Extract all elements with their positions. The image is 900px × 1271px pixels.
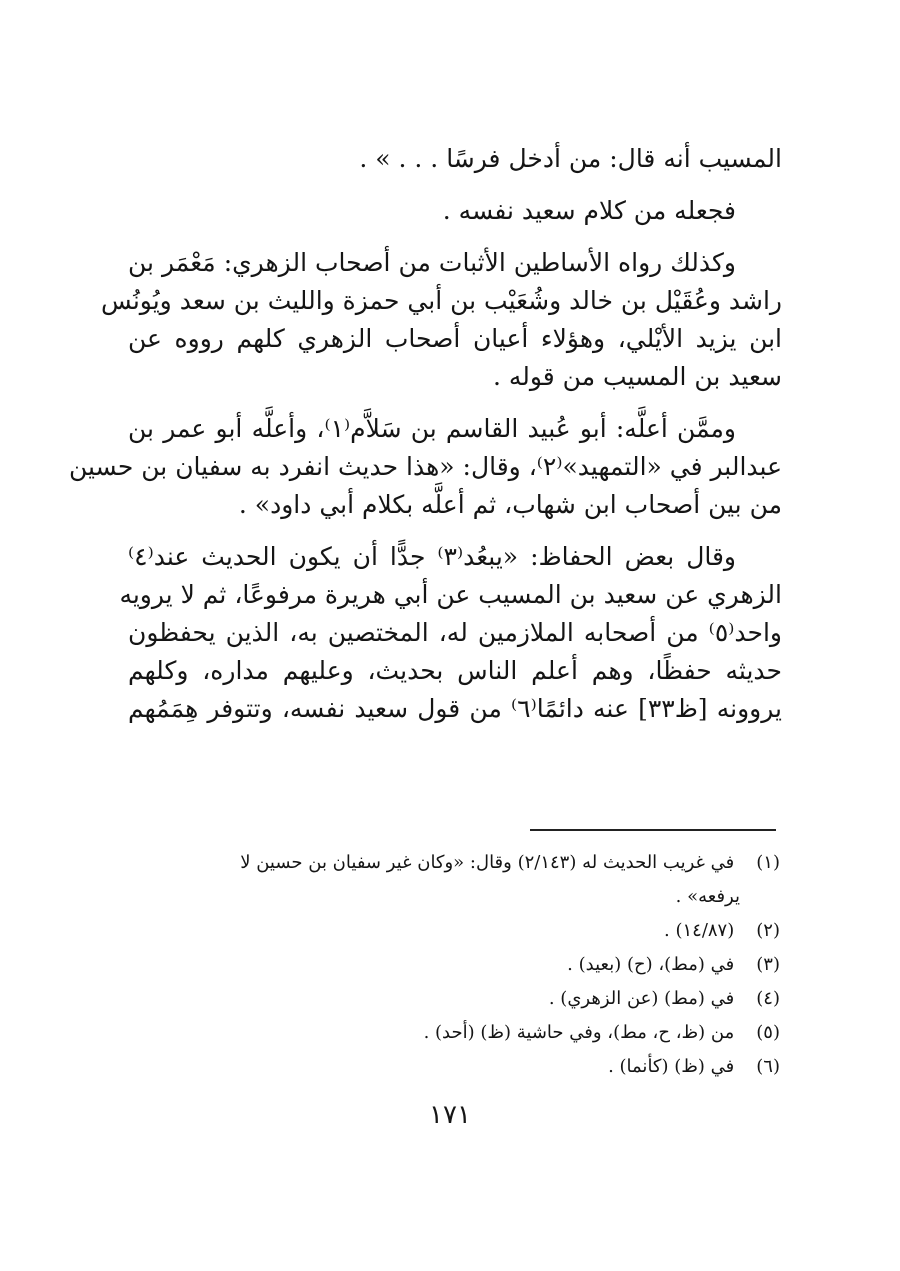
text-line: ابن يزيد الأيْلي، وهؤلاء أعيان أصحاب الزهري كلهم رووه عن — [128, 324, 782, 353]
footnote-number: (٣) — [756, 954, 780, 975]
footnote-text: في (مط)، (ح) (بعيد) . — [567, 954, 735, 975]
footnote-text: في غريب الحديث له (٢/١٤٣) وقال: «وكان غير سفيان بن حسين لا — [240, 852, 735, 873]
text-line: وقال بعض الحفاظ: «يبعُد⁽٣⁾ جدًّا أن يكون الحديث عند⁽٤⁾ — [128, 542, 737, 571]
footnote-number: (٢) — [756, 920, 780, 941]
footnote-text: من (ظ، ح، مط)، وفي حاشية (ظ) (أحد) . — [423, 1022, 735, 1043]
text-line: واحد⁽٥⁾ من أصحابه الملازمين له، المختصين به، الذين يحفظون — [128, 618, 782, 647]
text-line: يروونه [ظ٣٣] عنه دائمًا⁽٦⁾ من قول سعيد نفسه، وتتوفر هِمَمُهم — [128, 694, 782, 723]
footnote-number: (٥) — [756, 1022, 780, 1043]
footnote-text: (١٤/٨٧) . — [664, 920, 735, 941]
footnote-number: (٤) — [756, 988, 780, 1009]
text-line: سعيد بن المسيب من قوله . — [492, 362, 782, 391]
text-line: عبدالبر في «التمهيد»⁽٢⁾، وقال: «هذا حديث انفرد به سفيان بن حسين — [68, 452, 782, 481]
footnote-5 — [128, 1016, 780, 1050]
text-line: وممَّن أعلَّه: أبو عُبيد القاسم بن سَلاَّم⁽١⁾، وأعلَّه أبو عمر بن — [128, 414, 736, 443]
footnote-text: في (مط) (عن الزهري) . — [548, 988, 735, 1009]
footnote-3 — [128, 948, 780, 982]
footnote-number: (١) — [756, 852, 780, 873]
footnote-6 — [128, 1050, 780, 1084]
footnote-4 — [128, 982, 780, 1016]
text-line: وكذلك رواه الأساطين الأثبات من أصحاب الزهري: مَعْمَر بن — [128, 248, 736, 277]
footnote-2 — [128, 914, 780, 948]
text-line: من بين أصحاب ابن شهاب، ثم أعلَّه بكلام أبي داود» . — [238, 490, 782, 519]
text-line: فجعله من كلام سعيد نفسه . — [442, 196, 736, 225]
footnote-number: (٦) — [756, 1056, 780, 1077]
main-text — [68, 140, 782, 728]
footnotes — [128, 846, 780, 1084]
footnote-1-continuation: يرفعه» . — [675, 886, 740, 907]
footnote-1 — [128, 846, 780, 880]
text-line: المسيب أنه قال: من أدخل فرسًا . . . » . — [359, 144, 782, 173]
footnote-text: في (ظ) (كأنما) . — [608, 1056, 735, 1077]
page-number: ١٧١ — [429, 1100, 471, 1130]
text-line: راشد وعُقَيْل بن خالد وشُعَيْب بن أبي حمزة والليث بن سعد ويُونُس — [100, 286, 782, 315]
text-line: الزهري عن سعيد بن المسيب عن أبي هريرة مرفوعًا، ثم لا يرويه — [119, 580, 782, 609]
footnote-separator — [530, 829, 776, 831]
text-line: حديثه حفظًا، وهم أعلم الناس بحديث، وعليهم مداره، وكلهم — [128, 656, 782, 685]
